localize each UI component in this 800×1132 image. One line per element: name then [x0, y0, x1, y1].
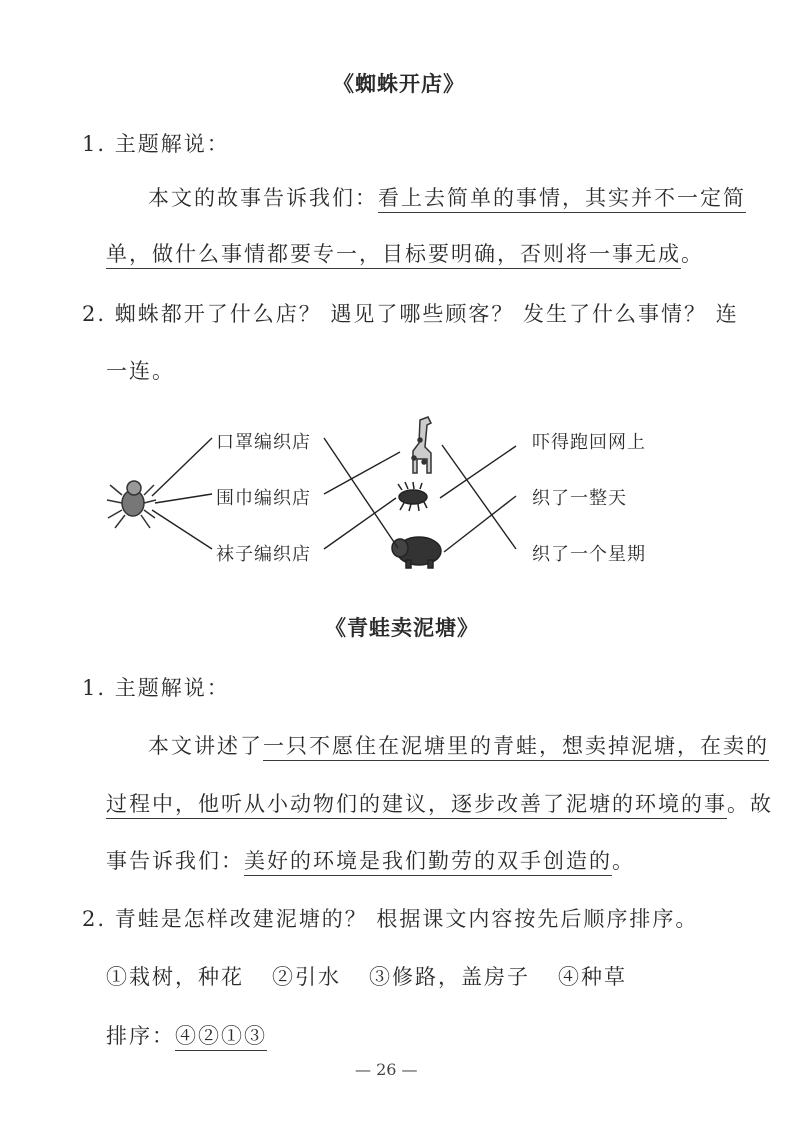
option-3: ③修路，盖房子	[369, 965, 530, 989]
q1-suffix: 。	[681, 242, 704, 266]
order-label: 排序：	[106, 1024, 175, 1048]
section2-q1-line1	[148, 730, 769, 760]
q1-prefix: 本文的故事告诉我们：	[148, 186, 378, 210]
result-whole-day: 织了一整天	[532, 488, 627, 509]
section1-q2-line2: 一连。	[106, 359, 175, 383]
section2-q1-line3	[106, 845, 635, 875]
hippo-icon	[392, 537, 441, 568]
option-1: ①栽树，种花	[106, 965, 244, 989]
centipede-icon	[398, 482, 427, 511]
shop-scarf: 围巾编织店	[216, 488, 311, 509]
match-lines	[152, 438, 516, 552]
order-answer: ④②①③	[175, 1024, 267, 1051]
section2-q1-line2	[106, 788, 773, 818]
section1-q1-label: 1. 主题解说：	[82, 132, 230, 156]
q1-mid: 。故	[727, 792, 773, 816]
section1-q2-line1: 2. 蜘蛛都开了什么店？ 遇见了哪些顾客？ 发生了什么事情？ 连	[82, 302, 739, 326]
option-2: ②引水	[272, 965, 341, 989]
order-options	[106, 961, 627, 991]
spider-icon	[107, 481, 156, 528]
order-answer-row	[106, 1020, 267, 1050]
shop-socks: 袜子编织店	[216, 544, 311, 565]
answer-underlined: 一只不愿住在泥塘里的青蛙，想卖掉泥塘，在卖的	[263, 734, 769, 761]
answer-underlined: 美好的环境是我们勤劳的双手创造的	[244, 849, 612, 876]
page-number: — 26 —	[355, 1060, 418, 1079]
answer-underlined: 单，做什么事情都要专一，目标要明确，否则将一事无成	[106, 242, 681, 269]
section1-title: 《蜘蛛开店》	[333, 72, 465, 96]
giraffe-icon	[412, 417, 431, 473]
result-ran-back: 吓得跑回网上	[532, 432, 646, 453]
shop-mask: 口罩编织店	[216, 432, 311, 453]
result-one-week: 织了一个星期	[532, 544, 646, 565]
q1-suffix: 。	[612, 849, 635, 873]
q1-prefix: 本文讲述了	[148, 734, 263, 758]
answer-underlined: 看上去简单的事情，其实并不一定简	[378, 186, 746, 213]
q1-line3-prefix: 事告诉我们：	[106, 849, 244, 873]
section2-q2-line: 2. 青蛙是怎样改建泥塘的？ 根据课文内容按先后顺序排序。	[82, 907, 699, 931]
section2-q1-label: 1. 主题解说：	[82, 676, 230, 700]
section2-title: 《青蛙卖泥塘》	[325, 616, 479, 640]
answer-underlined: 过程中，他听从小动物们的建议，逐步改善了泥塘的环境的事	[106, 792, 727, 819]
option-4: ④种草	[558, 965, 627, 989]
